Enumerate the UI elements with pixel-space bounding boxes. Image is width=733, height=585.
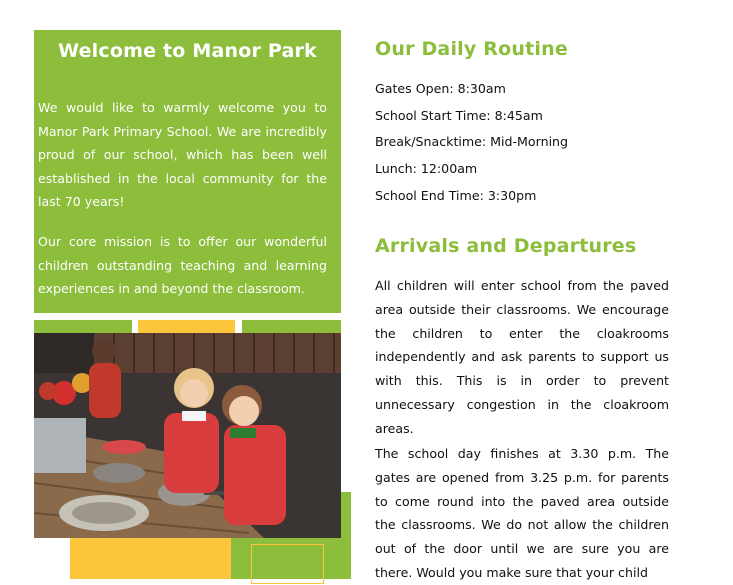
photo-bucket [34,418,86,473]
decor-outline-box [251,544,324,584]
routine-item: School End Time: 3:30pm [375,187,537,203]
welcome-paragraph-2: Our core mission is to offer our wonderful children outstanding teaching and learning experiences in and beyond the classroom. [38,234,327,297]
routine-item: School Start Time: 8:45am [375,107,543,123]
photo-child-boy [224,425,286,525]
decor-block-yellow [70,538,231,579]
decor-bar-green [341,492,351,579]
welcome-title: Welcome to Manor Park [58,40,317,62]
routine-list [375,79,568,212]
routine-item: Gates Open: 8:30am [375,81,506,96]
welcome-panel [34,30,341,313]
arrivals-paragraph-1: All children will enter school from the paved area outside their classrooms. We encourage the children to enter the cloakrooms independently and ask parents to support us with this. This is in order to prevent unnecessary congestion in the cloakroom areas. [375,278,669,436]
arrivals-paragraph-2: The school day finishes at 3.30 p.m. The gates are opened from 3.25 p.m. for parents to come round into the paved area outside the classrooms. We do not allow the children out of the door until we are sure you are there. Would you make sure that your child [375,446,669,580]
decor-strip-green-right [242,320,341,333]
photo-fence [94,333,341,373]
routine-heading: Our Daily Routine [375,38,568,60]
photo-pan-1 [93,463,145,483]
children-mud-kitchen-photo [34,333,341,538]
arrivals-heading: Arrivals and Departures [375,235,637,257]
decor-strip-green-left [34,320,132,333]
routine-item: Break/Snacktime: Mid-Morning [375,134,569,150]
routine-item: Lunch: 12:00am [375,161,478,177]
photo-illustration [34,333,341,538]
photo-child-girl [164,413,219,493]
welcome-paragraph-1: We would like to warmly welcome you to Manor Park Primary School. We are incredibly proud of our school, which has been well established in the local community for the last 70 years! [38,100,327,210]
decor-strip-yellow [138,320,235,333]
